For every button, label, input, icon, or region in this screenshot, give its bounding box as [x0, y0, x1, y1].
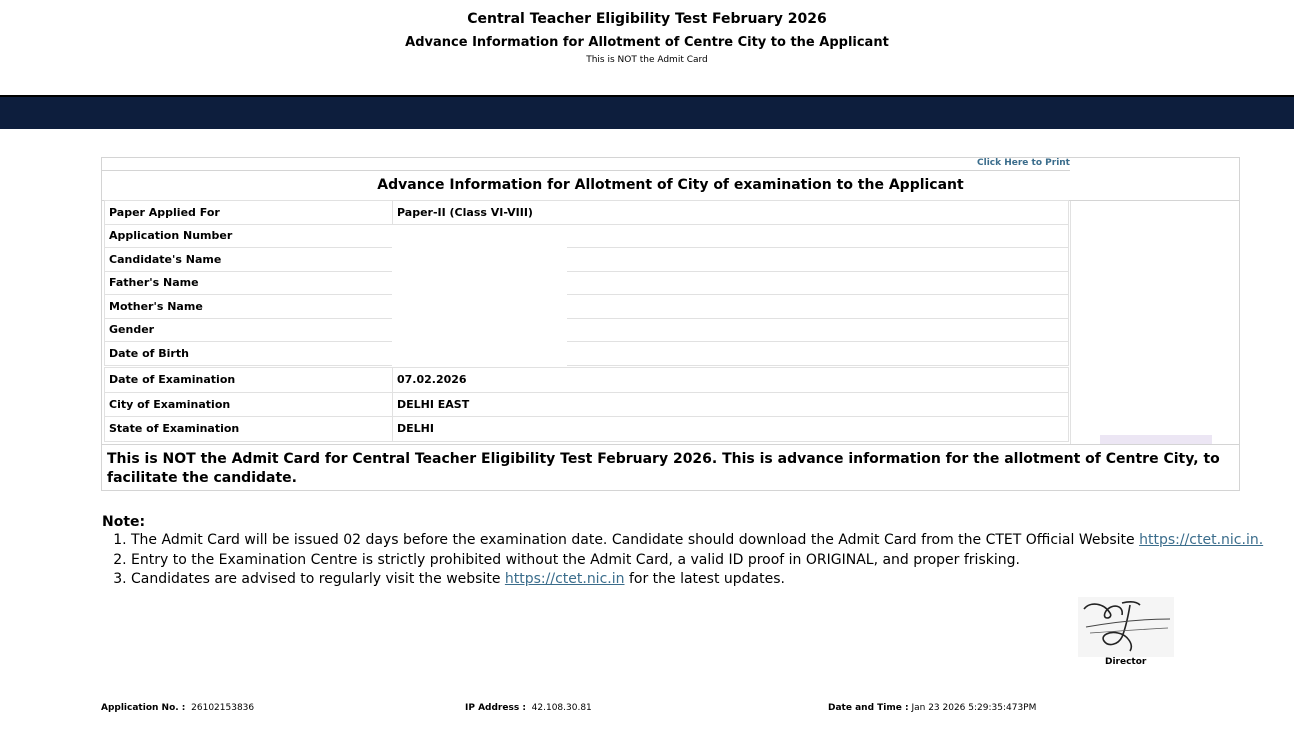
table-row [105, 368, 1069, 393]
footer-value: 42.108.30.81 [531, 703, 592, 713]
personal-details-table [104, 200, 1069, 366]
table-row [105, 201, 1069, 225]
row-label: Paper Applied For [105, 201, 393, 225]
signature-image [1078, 597, 1174, 657]
table-row [105, 295, 1069, 319]
row-label: Father's Name [105, 271, 393, 295]
note-text-after: for the latest updates. [624, 571, 785, 588]
allotment-card [101, 157, 1240, 491]
row-label: State of Examination [105, 417, 393, 442]
row-label: Mother's Name [105, 295, 393, 319]
page-subtitle: Advance Information for Allotment of Centre City to the Applicant [405, 35, 889, 50]
table-row [105, 417, 1069, 442]
row-value: DELHI EAST [393, 392, 1069, 417]
row-value: Paper-II (Class VI-VIII) [393, 201, 1069, 225]
table-row [105, 342, 1069, 366]
footer-value: 26102153836 [191, 703, 255, 713]
photo-area [1070, 201, 1240, 444]
note-text: Entry to the Examination Centre is strictly prohibited without the Admit Card, a valid ID proof in ORIGINAL, and proper frisking. [131, 551, 1020, 568]
page-title: Central Teacher Eligibility Test February 2026 [467, 11, 827, 27]
notes-list [131, 531, 1263, 590]
card-heading: Advance Information for Allotment of City of examination to the Applicant [102, 171, 1239, 201]
footer-label: Application No. : [101, 703, 186, 713]
director-label: Director [1105, 657, 1147, 667]
ctet-website-link[interactable]: https://ctet.nic.in [504, 571, 625, 588]
row-value: DELHI [393, 417, 1069, 442]
footer-application-number [101, 703, 254, 713]
redaction-mask [392, 225, 567, 366]
header-band [0, 95, 1294, 129]
footer-label: Date and Time : [828, 703, 909, 713]
table-row [105, 392, 1069, 417]
table-row [105, 248, 1069, 272]
table-row [105, 224, 1069, 248]
note-text: Candidates are advised to regularly visit the website [131, 571, 505, 588]
footer-label: IP Address : [465, 703, 526, 713]
row-label: Date of Birth [105, 342, 393, 366]
row-label: City of Examination [105, 392, 393, 417]
not-admit-card-note: This is NOT the Admit Card [586, 55, 708, 65]
exam-details-table [104, 367, 1069, 442]
footer-date-time [828, 703, 1036, 713]
footer-ip-address [465, 703, 592, 713]
row-label: Date of Examination [105, 368, 393, 393]
table-row [105, 318, 1069, 342]
print-row [102, 158, 1070, 171]
list-item [131, 570, 1263, 590]
row-label: Candidate's Name [105, 248, 393, 272]
footer-value: Jan 23 2026 5:29:35:473PM [911, 703, 1037, 713]
photo-placeholder [1100, 435, 1212, 444]
table-row [105, 271, 1069, 295]
list-item [131, 551, 1263, 571]
disclaimer-text: This is NOT the Admit Card for Central Teacher Eligibility Test February 2026. This is advance information for the allotment of Centre City, to facilitate the candidate. [102, 444, 1239, 488]
note-text: The Admit Card will be issued 02 days before the examination date. Candidate should download the Admit Card from the CTET Official Website [131, 532, 1140, 548]
list-item [131, 531, 1263, 551]
row-label: Gender [105, 318, 393, 342]
row-label: Application Number [105, 224, 393, 248]
print-link[interactable]: Click Here to Print [977, 158, 1070, 168]
ctet-website-link[interactable]: https://ctet.nic.in. [1139, 532, 1264, 548]
row-value: 07.02.2026 [393, 368, 1069, 393]
note-heading: Note: [102, 514, 146, 530]
